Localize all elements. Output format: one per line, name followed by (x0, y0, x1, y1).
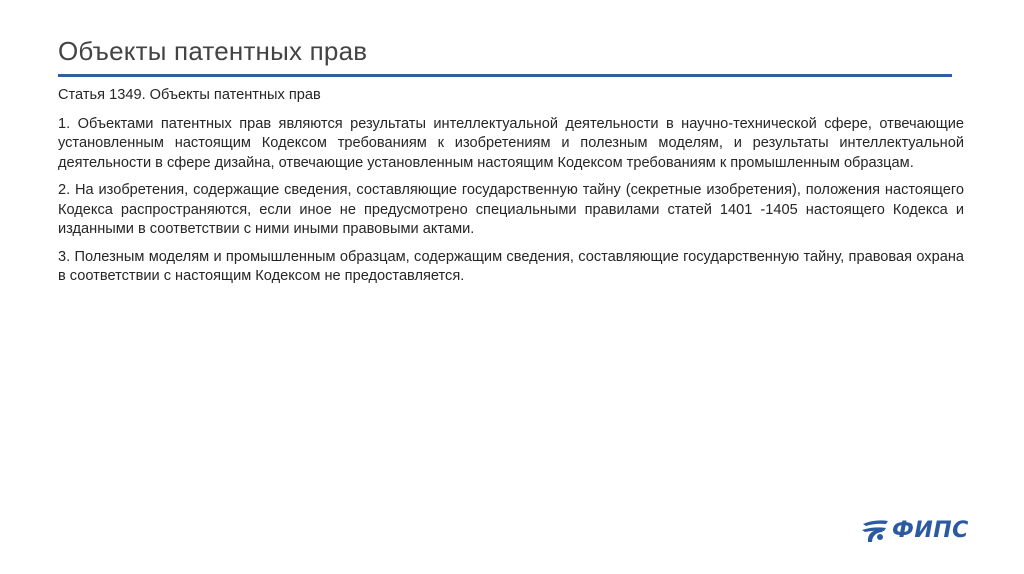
title-divider (58, 74, 952, 77)
fips-logo (860, 513, 972, 547)
logo-text: ФИПС (892, 517, 969, 543)
article-heading: Статья 1349. Объекты патентных прав (58, 87, 321, 103)
article-body (58, 86, 964, 295)
paragraph-1: 1. Объектами патентных прав являются результаты интеллектуальной деятельности в научно-технической сфере, отвечающие установленным настоящим Кодексом требованиям к изобретениям и полезным моделям, и результаты интеллектуальной деятельности в сфере дизайна, отвечающие установленным настоящим Кодексом требованиям к промышленным образцам. (58, 115, 964, 171)
page-title: Объекты патентных прав (58, 36, 368, 66)
paragraph-3: 3. Полезным моделям и промышленным образцам, содержащим сведения, составляющие государственную тайну, правовая охрана в соответствии с настоящим Кодексом не предоставляется. (58, 248, 964, 284)
fips-emblem-icon (860, 515, 890, 545)
paragraph-2: 2. На изобретения, содержащие сведения, составляющие государственную тайну (секретные изобретения), положения настоящего Кодекса распространяются, если иное не предусмотрено специальными правилами статей 1401 -1405 настоящего Кодекса и изданными в соответствии с ними иными правовыми актами. (58, 182, 964, 237)
